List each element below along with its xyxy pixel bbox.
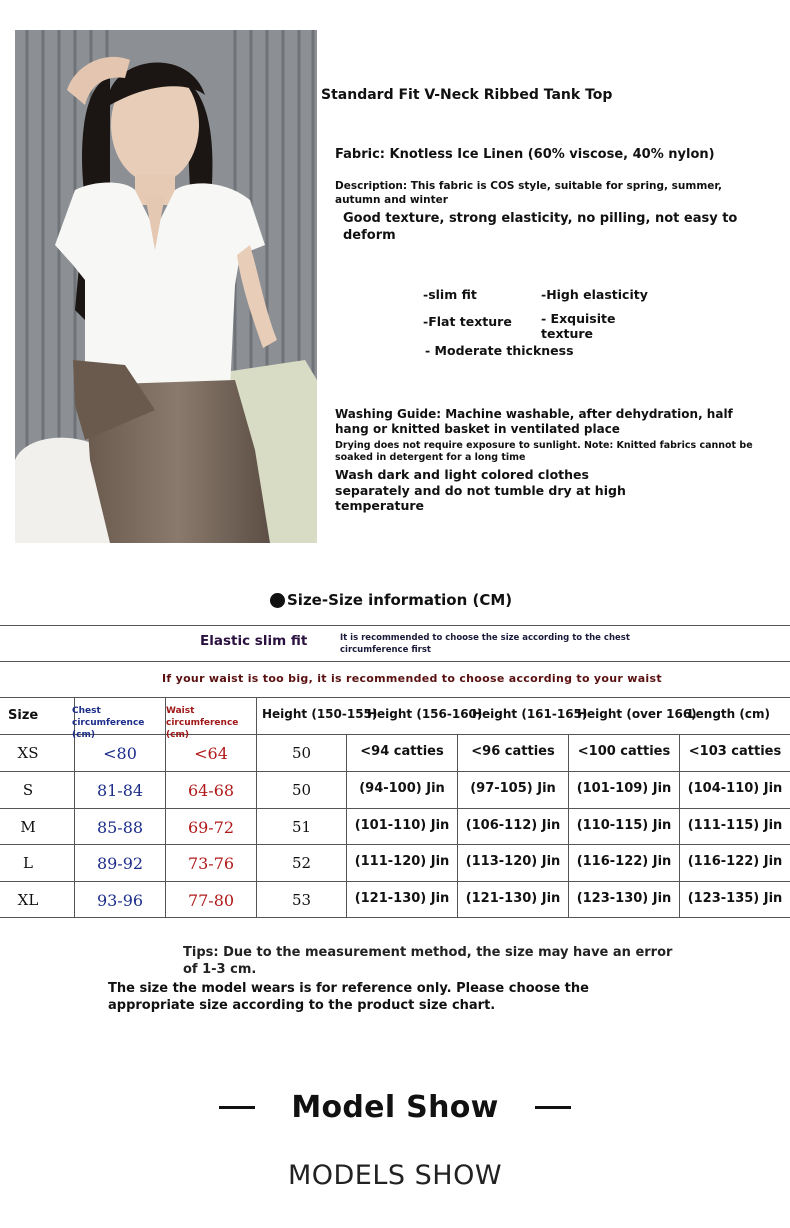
- table-cell-h3: (113-120) Jin: [465, 853, 561, 869]
- header-chest: Chest circumference (cm): [72, 706, 145, 740]
- table-cell-chest: 89-92: [96, 853, 144, 873]
- header-length: Length (cm): [688, 707, 770, 721]
- waist-note: If your waist is too big, it is recommended to choose according to your waist: [162, 672, 662, 685]
- drying-note: Drying does not require exposure to sunlight. Note: Knitted fabrics cannot be soaked in detergent for a long time: [335, 440, 753, 463]
- table-cell-waist: 69-72: [187, 817, 235, 837]
- table-cell-size: S: [22, 781, 34, 799]
- dash-left: [219, 1106, 255, 1109]
- table-cell-size: L: [23, 854, 33, 872]
- table-border-top: [0, 625, 790, 626]
- table-cell-waist: 77-80: [187, 890, 235, 910]
- table-cell-chest: 93-96: [96, 890, 144, 910]
- header-height-156: Height (156-160): [367, 707, 483, 721]
- size-heading: [270, 591, 512, 609]
- table-cell-h2: (101-110) Jin: [354, 817, 450, 833]
- table-cell-h3: (106-112) Jin: [465, 817, 561, 833]
- table-cell-h4: (110-115) Jin: [576, 817, 672, 833]
- table-cell-size: M: [20, 818, 36, 836]
- table-cell-h4: <100 catties: [577, 743, 671, 759]
- table-cell-waist: <64: [194, 743, 228, 763]
- table-cell-h3: (121-130) Jin: [465, 890, 561, 906]
- feature-flat-texture: -Flat texture: [423, 314, 512, 329]
- table-cell-chest: <80: [103, 743, 137, 763]
- table-cell-chest: 85-88: [96, 817, 144, 837]
- dash-right: [535, 1106, 571, 1109]
- table-cell-h3: (97-105) Jin: [470, 780, 556, 796]
- tips-note: Tips: Due to the measurement method, the size may have an error of 1-3 cm.: [183, 945, 673, 977]
- texture-info: Good texture, strong elasticity, no pilling, not easy to deform: [343, 211, 738, 243]
- table-cell-h3: <96 catties: [471, 743, 555, 759]
- recommend-note: It is recommended to choose the size according to the chest circumference first: [340, 633, 630, 655]
- header-height-161: Height (161-165): [472, 707, 588, 721]
- model-show-heading: [0, 1090, 790, 1125]
- washing-guide: Washing Guide: Machine washable, after dehydration, half hang or knitted basket in ventilated place: [335, 407, 733, 436]
- table-cell-h1: 51: [291, 818, 312, 836]
- table-cell-h2: <94 catties: [360, 743, 444, 759]
- table-cell-h2: (94-100) Jin: [359, 780, 445, 796]
- size-heading-text: Size-Size information (CM): [287, 591, 513, 609]
- bullet-icon: [270, 593, 285, 608]
- table-divider: [0, 697, 790, 698]
- description: Description: This fabric is COS style, suitable for spring, summer, autumn and winter: [335, 180, 723, 206]
- table-cell-waist: 64-68: [187, 780, 235, 800]
- header-height-166: Height (over 166): [577, 707, 697, 721]
- table-cell-h2: (111-120) Jin: [354, 853, 450, 869]
- wash-separate-note: Wash dark and light colored clothes separately and do not tumble dry at high temperature: [335, 467, 626, 513]
- table-cell-length: (111-115) Jin: [687, 817, 783, 833]
- table-cell-h4: (123-130) Jin: [576, 890, 672, 906]
- header-height-150: Height (150-155): [262, 707, 378, 721]
- product-title: Standard Fit V-Neck Ribbed Tank Top: [321, 87, 613, 103]
- table-divider: [0, 661, 790, 662]
- table-cell-size: XL: [17, 891, 39, 909]
- feature-slim-fit: -slim fit: [423, 287, 477, 302]
- header-size: Size: [8, 708, 39, 723]
- table-cell-length: (123-135) Jin: [687, 890, 783, 906]
- feature-exquisite-texture: - Exquisite texture: [541, 311, 616, 341]
- feature-high-elasticity: -High elasticity: [541, 287, 648, 302]
- table-cell-h1: 50: [291, 781, 312, 799]
- table-cell-length: (116-122) Jin: [687, 853, 783, 869]
- reference-note: The size the model wears is for reference only. Please choose the appropriate size according to the product size chart.: [108, 981, 589, 1013]
- models-show-caps: MODELS SHOW: [287, 1160, 503, 1191]
- table-cell-chest: 81-84: [96, 780, 144, 800]
- table-cell-h1: 50: [291, 744, 312, 762]
- fit-label: Elastic slim fit: [200, 633, 308, 649]
- table-cell-length: (104-110) Jin: [687, 780, 783, 796]
- product-photo: [15, 30, 317, 543]
- table-cell-waist: 73-76: [187, 853, 235, 873]
- table-cell-h1: 53: [291, 891, 312, 909]
- model-show-title: Model Show: [291, 1090, 499, 1125]
- table-cell-length: <103 catties: [688, 743, 782, 759]
- table-cell-h1: 52: [291, 854, 312, 872]
- table-cell-h4: (101-109) Jin: [576, 780, 672, 796]
- table-cell-h2: (121-130) Jin: [354, 890, 450, 906]
- fabric-info: Fabric: Knotless Ice Linen (60% viscose, 40% nylon): [335, 147, 715, 162]
- feature-moderate-thickness: - Moderate thickness: [425, 343, 574, 358]
- table-cell-h4: (116-122) Jin: [576, 853, 672, 869]
- table-cell-size: XS: [17, 744, 39, 762]
- header-waist: Waist circumference (cm): [166, 706, 239, 740]
